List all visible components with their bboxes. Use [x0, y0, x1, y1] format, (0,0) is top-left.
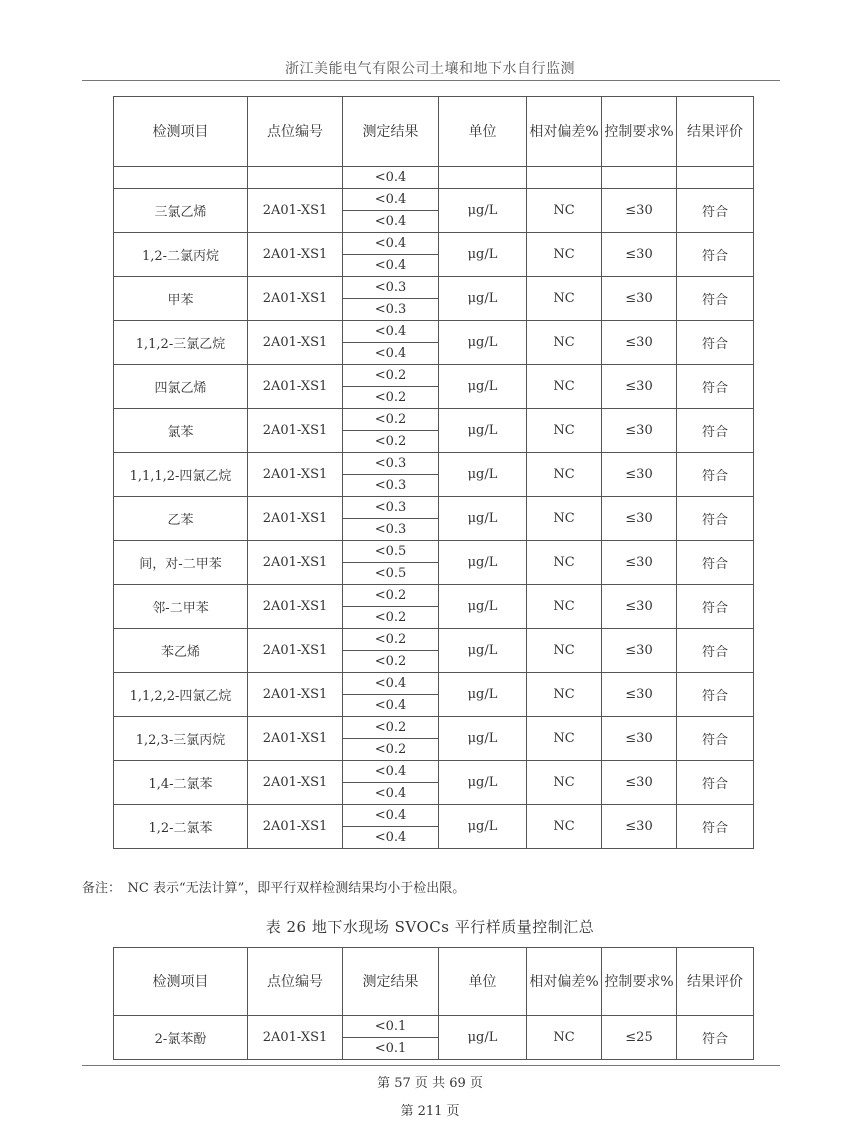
deviation-cell: NC [527, 629, 602, 673]
header-rule [82, 80, 780, 81]
result-cell: <0.2 [343, 387, 439, 409]
item-cell: 四氯乙烯 [114, 365, 248, 409]
item-cell: 间，对-二甲苯 [114, 541, 248, 585]
column-header: 单位 [439, 948, 527, 1016]
evaluation-cell: 符合 [677, 1016, 754, 1060]
table-row [114, 189, 754, 211]
item-cell: 乙苯 [114, 497, 248, 541]
column-header: 相对偏差% [527, 948, 602, 1016]
deviation-cell: NC [527, 673, 602, 717]
evaluation-cell: 符合 [677, 541, 754, 585]
evaluation-cell: 符合 [677, 453, 754, 497]
column-header: 检测项目 [114, 948, 248, 1016]
unit-cell: μg/L [439, 629, 527, 673]
evaluation-cell: 符合 [677, 673, 754, 717]
table-row [114, 277, 754, 299]
table-row [114, 453, 754, 475]
result-cell: <0.2 [343, 431, 439, 453]
table-row [114, 321, 754, 343]
unit-cell: μg/L [439, 717, 527, 761]
point-id-cell: 2A01-XS1 [248, 453, 343, 497]
result-cell: <0.4 [343, 211, 439, 233]
result-cell: <0.1 [343, 1016, 439, 1038]
column-header: 测定结果 [343, 97, 439, 167]
item-cell: 1,1,2-三氯乙烷 [114, 321, 248, 365]
result-cell: <0.4 [343, 805, 439, 827]
table-row [114, 1016, 754, 1038]
unit-cell: μg/L [439, 761, 527, 805]
evaluation-cell: 符合 [677, 233, 754, 277]
unit-cell: μg/L [439, 453, 527, 497]
result-cell: <0.2 [343, 629, 439, 651]
result-cell: <0.3 [343, 453, 439, 475]
unit-cell: μg/L [439, 321, 527, 365]
evaluation-cell: 符合 [677, 321, 754, 365]
evaluation-cell: 符合 [677, 761, 754, 805]
evaluation-cell: 符合 [677, 277, 754, 321]
result-cell: <0.4 [343, 783, 439, 805]
item-cell: 氯苯 [114, 409, 248, 453]
result-cell: <0.4 [343, 827, 439, 849]
requirement-cell: ≤30 [602, 453, 677, 497]
result-cell: <0.4 [343, 189, 439, 211]
result-cell: <0.4 [343, 343, 439, 365]
table-row [114, 365, 754, 387]
requirement-cell: ≤30 [602, 189, 677, 233]
requirement-cell: ≤30 [602, 805, 677, 849]
column-header: 相对偏差% [527, 97, 602, 167]
result-cell: <0.2 [343, 717, 439, 739]
point-id-cell: 2A01-XS1 [248, 541, 343, 585]
result-cell: <0.2 [343, 607, 439, 629]
point-id-cell: 2A01-XS1 [248, 497, 343, 541]
document-header: 浙江美能电气有限公司土壤和地下水自行监测 [285, 61, 575, 77]
deviation-cell: NC [527, 277, 602, 321]
result-cell: <0.4 [343, 233, 439, 255]
point-id-cell: 2A01-XS1 [248, 189, 343, 233]
column-header: 测定结果 [343, 948, 439, 1016]
table-row [114, 629, 754, 651]
result-cell: <0.3 [343, 475, 439, 497]
result-cell: <0.3 [343, 519, 439, 541]
voc-qc-table [113, 96, 754, 849]
total-page-number: 第 211 页 [400, 1104, 460, 1119]
table-row [114, 541, 754, 563]
deviation-cell: NC [527, 497, 602, 541]
item-cell: 1,4-二氯苯 [114, 761, 248, 805]
requirement-cell: ≤30 [602, 673, 677, 717]
column-header: 控制要求% [602, 948, 677, 1016]
point-id-cell: 2A01-XS1 [248, 585, 343, 629]
table-row [114, 673, 754, 695]
table-row [114, 497, 754, 519]
column-header: 点位编号 [248, 97, 343, 167]
evaluation-cell: 符合 [677, 365, 754, 409]
table-caption: 表 26 地下水现场 SVOCs 平行样质量控制汇总 [265, 918, 595, 936]
table-note: 备注： NC 表示“无法计算”，即平行双样检测结果均小于检出限。 [82, 881, 466, 896]
table-row [114, 585, 754, 607]
evaluation-cell: 符合 [677, 629, 754, 673]
item-cell: 1,1,2,2-四氯乙烷 [114, 673, 248, 717]
point-id-cell: 2A01-XS1 [248, 409, 343, 453]
result-cell: <0.4 [343, 761, 439, 783]
point-id-cell: 2A01-XS1 [248, 233, 343, 277]
table-row [114, 409, 754, 431]
unit-cell: μg/L [439, 233, 527, 277]
result-cell: <0.2 [343, 365, 439, 387]
unit-cell: μg/L [439, 277, 527, 321]
requirement-cell: ≤25 [602, 1016, 677, 1060]
requirement-cell: ≤30 [602, 409, 677, 453]
deviation-cell: NC [527, 409, 602, 453]
unit-cell: μg/L [439, 805, 527, 849]
item-cell: 苯乙烯 [114, 629, 248, 673]
deviation-cell: NC [527, 321, 602, 365]
unit-cell: μg/L [439, 497, 527, 541]
deviation-cell: NC [527, 541, 602, 585]
result-cell: <0.4 [343, 695, 439, 717]
item-cell: 2-氯苯酚 [114, 1016, 248, 1060]
result-cell: <0.4 [343, 673, 439, 695]
table-header-row [114, 948, 754, 1016]
result-cell: <0.5 [343, 541, 439, 563]
deviation-cell: NC [527, 453, 602, 497]
point-id-cell: 2A01-XS1 [248, 277, 343, 321]
evaluation-cell: 符合 [677, 805, 754, 849]
evaluation-cell: 符合 [677, 409, 754, 453]
point-id-cell: 2A01-XS1 [248, 717, 343, 761]
requirement-cell: ≤30 [602, 277, 677, 321]
evaluation-cell: 符合 [677, 717, 754, 761]
result-cell: <0.2 [343, 585, 439, 607]
requirement-cell: ≤30 [602, 761, 677, 805]
point-id-cell: 2A01-XS1 [248, 1016, 343, 1060]
requirement-cell: ≤30 [602, 717, 677, 761]
table-row [114, 233, 754, 255]
item-cell: 甲苯 [114, 277, 248, 321]
page-number: 第 57 页 共 69 页 [377, 1076, 483, 1091]
requirement-cell: ≤30 [602, 541, 677, 585]
requirement-cell: ≤30 [602, 497, 677, 541]
result-cell: <0.2 [343, 651, 439, 673]
point-id-cell: 2A01-XS1 [248, 805, 343, 849]
requirement-cell: ≤30 [602, 233, 677, 277]
unit-cell: μg/L [439, 541, 527, 585]
item-cell: 1,2,3-三氯丙烷 [114, 717, 248, 761]
result-cell: <0.2 [343, 739, 439, 761]
column-header: 控制要求% [602, 97, 677, 167]
item-cell: 1,1,1,2-四氯乙烷 [114, 453, 248, 497]
deviation-cell: NC [527, 365, 602, 409]
table-header-row [114, 97, 754, 167]
deviation-cell: NC [527, 761, 602, 805]
deviation-cell: NC [527, 717, 602, 761]
unit-cell: μg/L [439, 585, 527, 629]
footer-rule [82, 1065, 780, 1066]
column-header: 结果评价 [677, 97, 754, 167]
point-id-cell: 2A01-XS1 [248, 365, 343, 409]
result-cell: <0.3 [343, 299, 439, 321]
result-cell: <0.5 [343, 563, 439, 585]
requirement-cell: ≤30 [602, 629, 677, 673]
point-id-cell: 2A01-XS1 [248, 629, 343, 673]
item-cell: 三氯乙烯 [114, 189, 248, 233]
table-row [114, 761, 754, 783]
table-row [114, 805, 754, 827]
column-header: 结果评价 [677, 948, 754, 1016]
unit-cell: μg/L [439, 189, 527, 233]
requirement-cell: ≤30 [602, 321, 677, 365]
deviation-cell: NC [527, 1016, 602, 1060]
result-cell: <0.4 [343, 321, 439, 343]
requirement-cell: ≤30 [602, 585, 677, 629]
evaluation-cell: 符合 [677, 497, 754, 541]
column-header: 点位编号 [248, 948, 343, 1016]
deviation-cell: NC [527, 189, 602, 233]
evaluation-cell: 符合 [677, 585, 754, 629]
result-cell: <0.2 [343, 409, 439, 431]
deviation-cell: NC [527, 233, 602, 277]
result-cell: <0.1 [343, 1038, 439, 1060]
point-id-cell: 2A01-XS1 [248, 321, 343, 365]
table-row [114, 717, 754, 739]
deviation-cell: NC [527, 805, 602, 849]
result-cell: <0.3 [343, 497, 439, 519]
column-header: 单位 [439, 97, 527, 167]
carry-over-row [114, 167, 754, 189]
result-cell: <0.4 [343, 167, 439, 189]
unit-cell: μg/L [439, 409, 527, 453]
column-header: 检测项目 [114, 97, 248, 167]
evaluation-cell: 符合 [677, 189, 754, 233]
point-id-cell: 2A01-XS1 [248, 761, 343, 805]
item-cell: 1,2-二氯丙烷 [114, 233, 248, 277]
result-cell: <0.4 [343, 255, 439, 277]
result-cell: <0.3 [343, 277, 439, 299]
unit-cell: μg/L [439, 365, 527, 409]
unit-cell: μg/L [439, 673, 527, 717]
unit-cell: μg/L [439, 1016, 527, 1060]
item-cell: 邻-二甲苯 [114, 585, 248, 629]
deviation-cell: NC [527, 585, 602, 629]
point-id-cell: 2A01-XS1 [248, 673, 343, 717]
item-cell: 1,2-二氯苯 [114, 805, 248, 849]
svoc-qc-table [113, 947, 754, 1060]
requirement-cell: ≤30 [602, 365, 677, 409]
